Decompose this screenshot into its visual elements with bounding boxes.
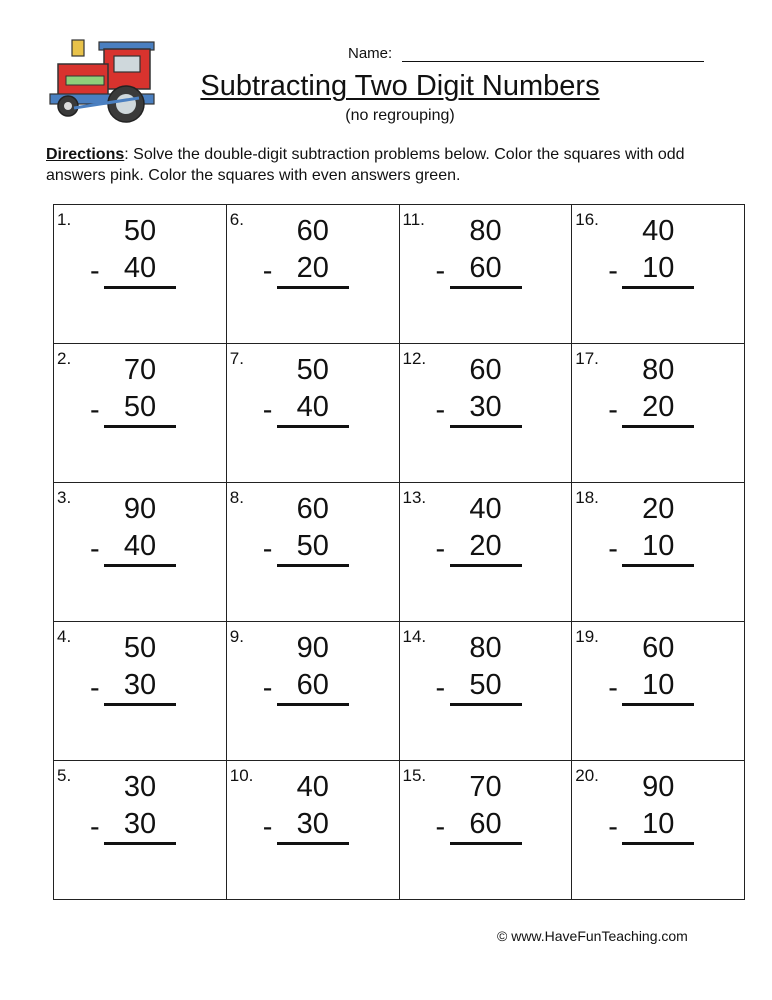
subtrahend: 10: [642, 530, 675, 562]
minuend: 50: [296, 354, 329, 386]
answer-line[interactable]: [450, 425, 522, 428]
answer-line[interactable]: [104, 425, 176, 428]
minus-sign: -: [608, 811, 618, 843]
answer-line[interactable]: [277, 842, 349, 845]
minus-sign: -: [262, 811, 273, 843]
minuend: 50: [123, 632, 157, 664]
problem-number: 14.: [402, 627, 427, 646]
subtrahend: 40: [296, 391, 329, 423]
problem-number: 12.: [402, 349, 427, 368]
subtrahend: 20: [642, 391, 675, 423]
problem-number: 16.: [575, 210, 599, 229]
answer-line[interactable]: [450, 842, 522, 845]
minus-sign: -: [435, 394, 446, 426]
minuend: 60: [469, 354, 502, 386]
minuend: 90: [123, 493, 157, 525]
subtrahend: 20: [296, 252, 329, 284]
problem-cell[interactable]: [400, 761, 573, 900]
answer-line[interactable]: [622, 564, 694, 567]
minuend: 80: [642, 354, 675, 386]
subtrahend: 30: [123, 808, 157, 840]
page-subtitle: (no regrouping): [345, 107, 455, 124]
minuend: 40: [642, 215, 675, 247]
minus-sign: -: [90, 255, 100, 287]
subtrahend: 30: [123, 669, 157, 701]
problem-cell[interactable]: [227, 622, 400, 761]
minus-sign: -: [608, 672, 618, 704]
problem-cell[interactable]: [54, 622, 227, 761]
problem-cell[interactable]: [54, 205, 227, 344]
answer-line[interactable]: [277, 425, 349, 428]
minuend: 80: [469, 215, 502, 247]
minus-sign: -: [90, 811, 100, 843]
problem-number: 5.: [57, 766, 72, 785]
problem-number: 9.: [229, 627, 244, 646]
problem-number: 4.: [57, 627, 72, 646]
problem-number: 8.: [229, 488, 244, 507]
minus-sign: -: [90, 533, 100, 565]
answer-line[interactable]: [104, 703, 176, 706]
name-label: Name:: [348, 45, 393, 62]
name-line[interactable]: [402, 61, 704, 62]
problem-number: 15.: [402, 766, 427, 785]
minuend: 90: [642, 771, 675, 803]
subtrahend: 30: [469, 391, 502, 423]
subtrahend: 10: [642, 252, 675, 284]
problem-cell[interactable]: [572, 761, 745, 900]
problem-grid: [53, 204, 745, 900]
minus-sign: -: [608, 533, 618, 565]
minus-sign: -: [262, 672, 273, 704]
answer-line[interactable]: [104, 286, 176, 289]
problem-cell[interactable]: [227, 483, 400, 622]
problem-cell[interactable]: [400, 205, 573, 344]
directions-text: : Solve the double-digit subtraction problems below. Color the squares with odd answers pink. Color the squares with even answers green.: [46, 146, 685, 184]
problem-cell[interactable]: [572, 622, 745, 761]
minus-sign: -: [435, 533, 446, 565]
problem-number: 11.: [402, 210, 425, 229]
minuend: 90: [296, 632, 329, 664]
answer-line[interactable]: [104, 564, 176, 567]
minuend: 40: [469, 493, 502, 525]
answer-line[interactable]: [622, 703, 694, 706]
directions-label: Directions: [46, 146, 125, 163]
problem-cell[interactable]: [572, 205, 745, 344]
minuend: 20: [642, 493, 675, 525]
minuend: 60: [296, 215, 329, 247]
subtrahend: 30: [296, 808, 329, 840]
minuend: 30: [123, 771, 157, 803]
problem-number: 1.: [57, 210, 72, 229]
answer-line[interactable]: [450, 703, 522, 706]
answer-line[interactable]: [277, 703, 349, 706]
minus-sign: -: [435, 255, 446, 287]
train-icon: [44, 36, 164, 128]
problem-number: 13.: [402, 488, 427, 507]
minus-sign: -: [435, 672, 446, 704]
subtrahend: 20: [469, 530, 502, 562]
subtrahend: 60: [469, 252, 502, 284]
minus-sign: -: [90, 672, 100, 704]
subtrahend: 10: [642, 669, 675, 701]
problem-cell[interactable]: [227, 344, 400, 483]
subtrahend: 60: [469, 808, 502, 840]
minus-sign: -: [262, 255, 273, 287]
problem-cell[interactable]: [54, 761, 227, 900]
problem-number: 20.: [575, 766, 599, 785]
problem-cell[interactable]: [400, 483, 573, 622]
problem-cell[interactable]: [400, 344, 573, 483]
subtrahend: 50: [123, 391, 157, 423]
directions: [46, 144, 726, 186]
problem-number: 2.: [57, 349, 72, 368]
problem-cell[interactable]: [227, 761, 400, 900]
problem-cell[interactable]: [400, 622, 573, 761]
minuend: 80: [469, 632, 502, 664]
answer-line[interactable]: [277, 286, 349, 289]
problem-cell[interactable]: [227, 205, 400, 344]
answer-line[interactable]: [622, 286, 694, 289]
minuend: 70: [469, 771, 502, 803]
minuend: 70: [123, 354, 157, 386]
minuend: 60: [296, 493, 329, 525]
subtrahend: 50: [469, 669, 502, 701]
minuend: 50: [123, 215, 157, 247]
minus-sign: -: [262, 394, 273, 426]
subtrahend: 40: [123, 530, 157, 562]
problem-number: 3.: [57, 488, 72, 507]
problem-number: 10.: [229, 766, 254, 785]
answer-line[interactable]: [622, 842, 694, 845]
subtrahend: 60: [296, 669, 329, 701]
subtrahend: 10: [642, 808, 675, 840]
answer-line[interactable]: [450, 564, 522, 567]
problem-number: 17.: [575, 349, 599, 368]
problem-number: 6.: [229, 210, 244, 229]
minuend: 60: [642, 632, 675, 664]
minuend: 40: [296, 771, 329, 803]
problem-cell[interactable]: [54, 483, 227, 622]
problem-number: 7.: [229, 349, 244, 368]
problem-cell[interactable]: [54, 344, 227, 483]
answer-line[interactable]: [450, 286, 522, 289]
minus-sign: -: [608, 394, 618, 426]
page-title: Subtracting Two Digit Numbers: [200, 70, 600, 102]
answer-line[interactable]: [104, 842, 176, 845]
minus-sign: -: [608, 255, 618, 287]
answer-line[interactable]: [622, 425, 694, 428]
minus-sign: -: [435, 811, 446, 843]
minus-sign: -: [262, 533, 273, 565]
subtrahend: 50: [296, 530, 329, 562]
minus-sign: -: [90, 394, 100, 426]
subtrahend: 40: [123, 252, 157, 284]
problem-cell[interactable]: [572, 344, 745, 483]
answer-line[interactable]: [277, 564, 349, 567]
problem-number: 19.: [575, 627, 599, 646]
problem-number: 18.: [575, 488, 599, 507]
footer-copyright: © www.HaveFunTeaching.com: [497, 928, 688, 944]
problem-cell[interactable]: [572, 483, 745, 622]
